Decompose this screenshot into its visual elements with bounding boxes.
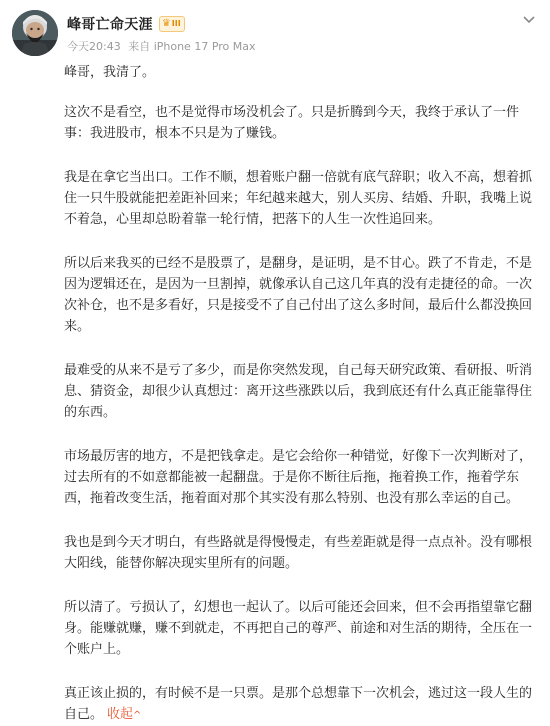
post-paragraph: 这次不是看空，也不是觉得市场没机会了。只是折腾到今天，我终于承认了一件事：我进股市，根本不只是为了赚钱。 <box>64 105 520 141</box>
avatar[interactable] <box>12 10 58 56</box>
member-badge[interactable] <box>159 16 185 32</box>
author-row <box>67 15 185 33</box>
collapse-label: 收起 <box>107 707 134 722</box>
post-paragraph: 峰哥，我清了。 <box>64 65 156 80</box>
badge-level: III <box>171 19 181 28</box>
post-paragraph: 所以后来我买的已经不是股票了，是翻身，是证明，是不甘心。跌了不肯走，不是因为逻辑还在，是因为一旦割掉，就像承认自己这几年真的没有走捷径的命。一次次补仓，也不是多看好，只是接受不了自己付出了这么多时间，最后什么都没换回来。 <box>64 256 533 334</box>
post-paragraph: 最难受的从来不是亏了多少，而是你突然发现，自己每天研究政策、看研报、听消息、猜资金，却很少认真想过：离开这些涨跌以后，我到底还有什么真正能靠得住的东西。 <box>64 363 533 420</box>
crown-icon: ♛ <box>161 18 171 29</box>
post-paragraph: 所以清了。亏损认了，幻想也一起认了。以后可能还会回来，但不会再指望靠它翻身。能赚就赚，赚不到就走，不再把自己的尊严、前途和对生活的期待，全压在一个账户上。 <box>64 600 533 657</box>
post-source: 来自 iPhone 17 Pro Max <box>128 40 256 53</box>
post-paragraph: 我也是到今天才明白，有些路就是得慢慢走，有些差距就是得一点点补。没有哪根大阳线，能替你解决现实里所有的问题。 <box>64 535 533 571</box>
collapse-button[interactable] <box>107 707 141 722</box>
post-paragraph: 我是在拿它当出口。工作不顺，想着账户翻一倍就有底气辞职；收入不高，想着抓住一只牛股就能把差距补回来；年纪越来越大，别人买房、结婚、升职，我嘴上说不着急，心里却总盼着靠一轮行情，把落下的人生一次性追回来。 <box>64 170 533 227</box>
post-meta <box>67 38 260 54</box>
post-paragraph: 市场最厉害的地方，不是把钱拿走。是它会给你一种错觉，好像下一次判断对了，过去所有的不如意都能被一起翻盘。于是你不断往后拖，拖着换工作，拖着学东西，拖着改变生活，拖着面对那个其实没有那么特别、也没有那么幸运的自己。 <box>64 449 533 506</box>
chevron-up-icon: ^ <box>133 710 142 721</box>
post-paragraph-text: 真正该止损的，有时候不是一只票。是那个总想靠下一次机会，逃过这一段人生的自己。 <box>64 686 533 722</box>
chevron-down-icon[interactable] <box>520 12 538 26</box>
post-paragraph-last <box>64 683 540 726</box>
post-header <box>12 10 538 60</box>
post-content <box>64 62 540 726</box>
author-name[interactable]: 峰哥亡命天涯 <box>67 17 153 33</box>
post-time: 今天20:43 <box>67 40 121 53</box>
